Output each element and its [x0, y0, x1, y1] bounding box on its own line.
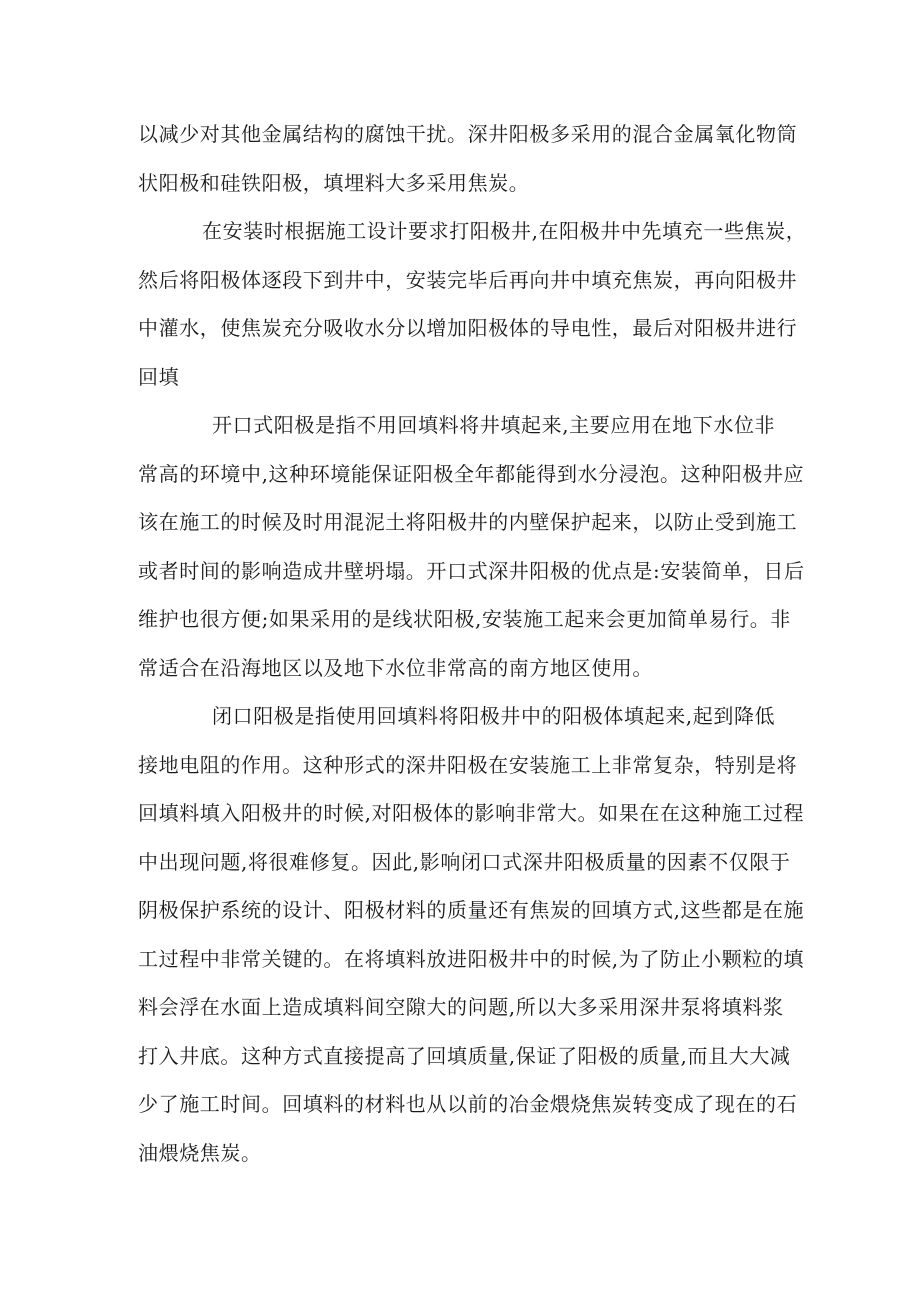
paragraph-4-line-8: 打入井底。这种方式直接提高了回填质量,保证了阳极的质量,而且大大减: [138, 1044, 791, 1068]
paragraph-4-line-1: 闭口阳极是指使用回填料将阳极井中的阳极体填起来,起到降低: [212, 704, 776, 728]
paragraph-3-line-1: 开口式阳极是指不用回填料将井填起来,主要应用在地下水位非: [212, 413, 776, 437]
paragraph-3-line-3: 该在施工的时候及时用混泥土将阳极井的内壁保护起来，以防止受到施工: [138, 510, 798, 534]
paragraph-4-line-3: 回填料填入阳极井的时候,对阳极体的影响非常大。如果在在这种施工过程: [138, 801, 805, 825]
paragraph-2-line-1: 在安装时根据施工设计要求打阳极井,在阳极井中先填充一些焦炭，: [202, 219, 807, 243]
paragraph-4-line-5: 阴极保护系统的设计、阳极材料的质量还有焦炭的回填方式,这些都是在施: [138, 898, 805, 922]
paragraph-3-line-2: 常高的环境中,这种环境能保证阳极全年都能得到水分浸泡。这种阳极井应: [138, 462, 805, 486]
paragraph-1-line-2: 状阳极和硅铁阳极，填埋料大多采用焦炭。: [138, 171, 530, 195]
paragraph-2-line-2: 然后将阳极体逐段下到井中，安装完毕后再向井中填充焦炭，再向阳极井: [138, 268, 798, 292]
paragraph-4-line-4: 中出现问题,将很难修复。因此,影响闭口式深井阳极质量的因素不仅限于: [138, 850, 791, 874]
paragraph-2-line-3: 中灌水，使焦炭充分吸收水分以增加阳极体的导电性，最后对阳极井进行: [138, 316, 798, 340]
paragraph-4-line-2: 接地电阻的作用。这种形式的深井阳极在安装施工上非常复杂，特别是将: [138, 753, 798, 777]
paragraph-3-line-6: 常适合在沿海地区以及地下水位非常高的南方地区使用。: [138, 656, 653, 680]
paragraph-4-line-7: 料会浮在水面上造成填料间空隙大的问题,所以大多采用深井泵将填料浆: [138, 995, 784, 1019]
paragraph-3-line-4: 或者时间的影响造成井壁坍塌。开口式深井阳极的优点是:安装简单，日后: [138, 559, 805, 583]
paragraph-4-line-10: 油煨烧焦炭。: [138, 1141, 262, 1165]
paragraph-2-line-4: 回填: [138, 365, 180, 389]
paragraph-3-line-5: 维护也很方便;如果采用的是线状阳极,安装施工起来会更加简单易行。非: [138, 607, 791, 631]
paragraph-4-line-9: 少了施工时间。回填料的材料也从以前的冶金煨烧焦炭转变成了现在的石: [138, 1092, 798, 1116]
paragraph-1-line-1: 以减少对其他金属结构的腐蚀干扰。深井阳极多采用的混合金属氧化物筒: [138, 122, 798, 146]
paragraph-4-line-6: 工过程中非常关键的。在将填料放进阳极井中的时候,为了防止小颗粒的填: [138, 947, 805, 971]
